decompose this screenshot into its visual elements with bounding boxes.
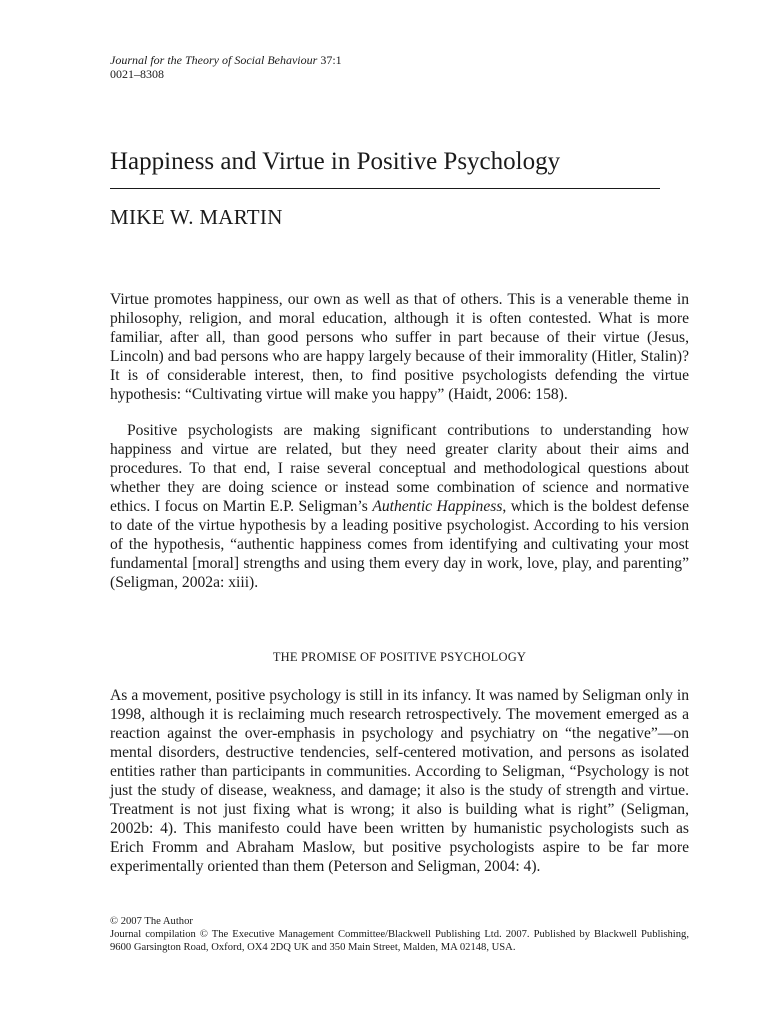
journal-citation bbox=[110, 53, 342, 68]
article-title: Happiness and Virtue in Positive Psychology bbox=[110, 148, 561, 175]
paragraph-2-text-end: , which is the boldest defense to date of the virtue hypothesis by a leading positive psychologist. According to his version of the hypothesis, “authentic happiness comes from identifying and cultivating your most fundamental [moral] strengths and using them every day in work, love, play, and parenting” (Seligman, 2002a: xiii). bbox=[110, 498, 689, 591]
book-title: Authentic Happiness bbox=[372, 498, 503, 515]
copyright-footer bbox=[110, 915, 689, 954]
copyright-line: © 2007 The Author bbox=[110, 916, 193, 927]
body-paragraph-2 bbox=[110, 421, 689, 592]
article-author: MIKE W. MARTIN bbox=[110, 205, 283, 229]
paragraph-2-text-start: Positive psychologists are making significant contributions to understanding how happiness and virtue are related, but they need greater clarity about their aims and procedures. To that end, I raise several conceptual and methodological questions about whether they are doing science or instead some combination of science and normative ethics. I focus on Martin E.P. Seligman’s bbox=[110, 422, 689, 515]
issn: 0021–8308 bbox=[110, 67, 164, 81]
journal-volume: 37:1 bbox=[320, 53, 342, 67]
title-divider bbox=[110, 188, 660, 189]
body-paragraph-1: Virtue promotes happiness, our own as well as that of others. This is a venerable theme in philosophy, religion, and moral education, although it is often contested. What is more familiar, after all, than good persons who suffer in part because of their virtue (Jesus, Lincoln) and bad persons who are happy largely because of their immorality (Hitler, Stalin)? It is of considerable interest, then, to find positive psychologists defending the virtue hypothesis: “Cultivating virtue will make you happy” (Haidt, 2006: 158). bbox=[110, 291, 689, 403]
body-paragraph-3: As a movement, positive psychology is still in its infancy. It was named by Seligman only in 1998, although it is reclaiming much research retrospectively. The movement emerged as a reaction against the over-emphasis in psychology and psychiatry on “the negative”—on mental disorders, destructive tendencies, self-centered motivation, and persons as isolated entities rather than participants in communities. According to Seligman, “Psychology is not just the study of disease, weakness, and damage; it also is the study of strength and virtue. Treatment is not just fixing what is wrong; it also is building what is right” (Seligman, 2002b: 4). This manifesto could have been written by humanistic psychologists such as Erich Fromm and Abraham Maslow, but positive psychologists aspire to be far more experimentally oriented than them (Peterson and Seligman, 2004: 4). bbox=[110, 687, 689, 875]
section-heading: THE PROMISE OF POSITIVE PSYCHOLOGY bbox=[272, 650, 527, 664]
compilation-notice: Journal compilation © The Executive Management Committee/Blackwell Publishing Ltd. 2007. Published by Blackwell Publishing, 9600 Garsington Road, Oxford, OX4 2DQ UK and 350 Main Street, Malden, MA 02148, USA. bbox=[110, 929, 689, 953]
journal-name: Journal for the Theory of Social Behaviour bbox=[110, 53, 318, 67]
